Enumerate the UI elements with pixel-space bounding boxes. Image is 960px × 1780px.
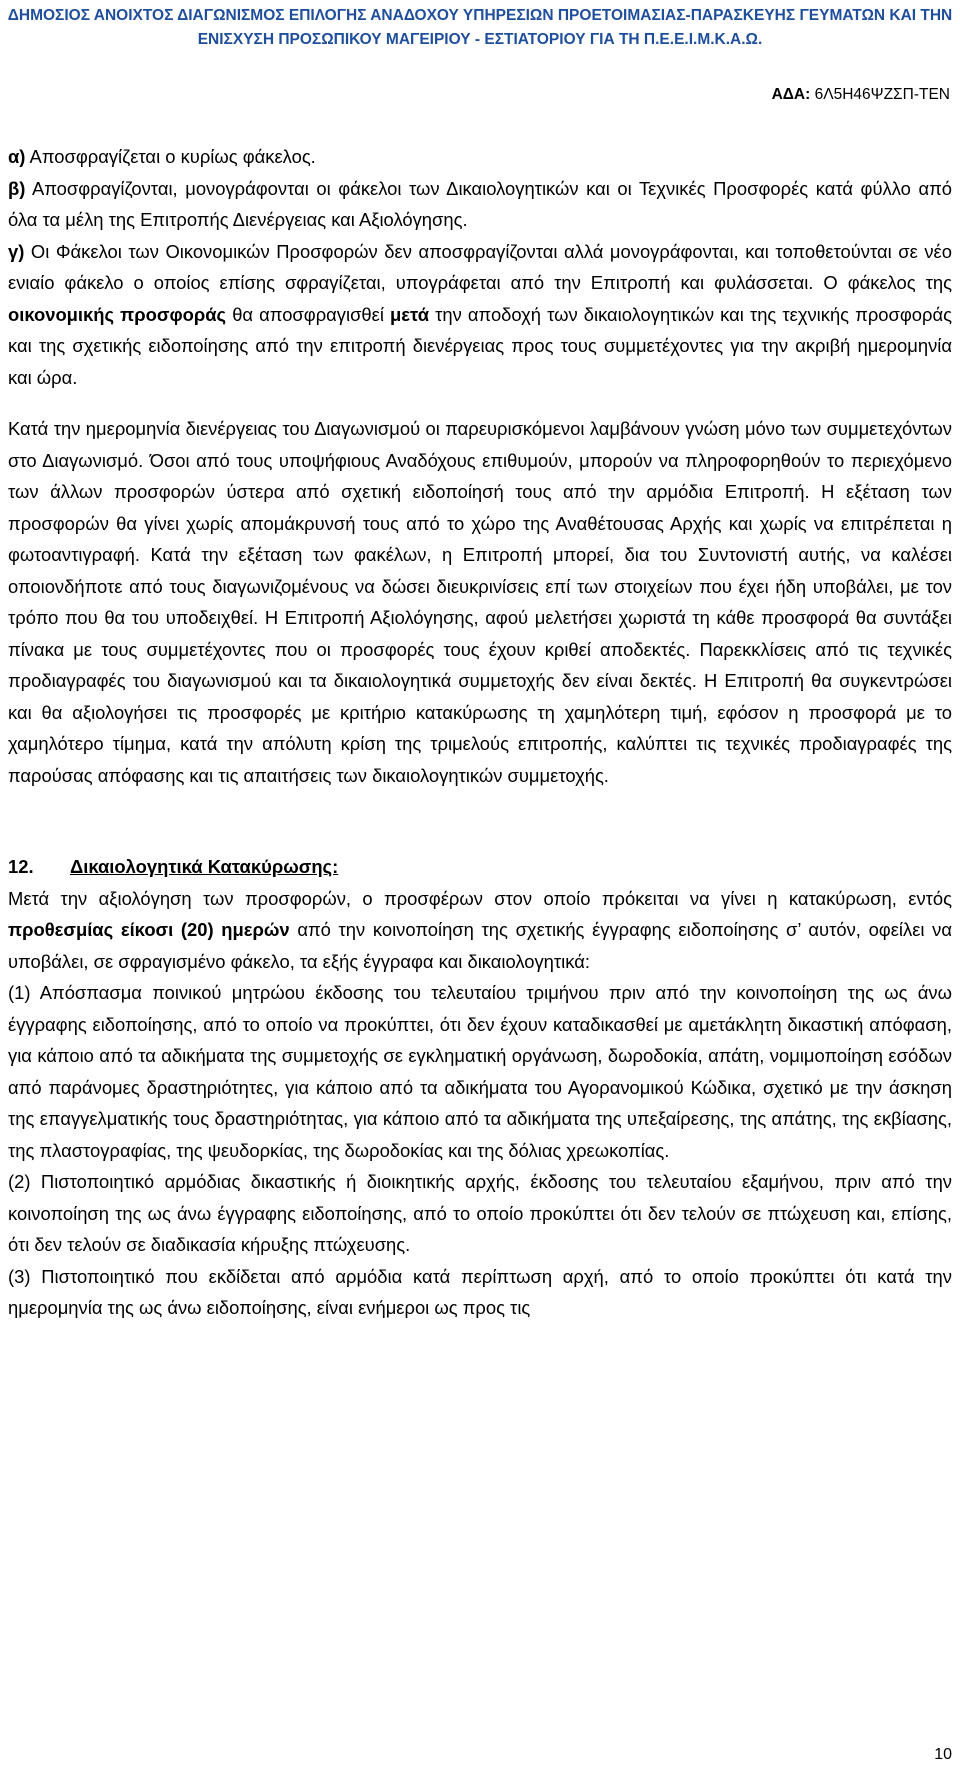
item-c-text-1: Οι Φάκελοι των Οικονομικών Προσφορών δεν αποσφραγίζονται αλλά μονογράφονται, και τοποθετούνται σε νέο ενιαίο φάκελο ο οποίος επίσης σφραγίζεται, υπογράφεται από την Επιτροπή και φυλάσσεται. Ο φάκελος της: [8, 240, 952, 293]
item-a-text: Αποσφραγίζεται ο κυρίως φάκελος.: [29, 146, 316, 167]
page-number: 10: [934, 1746, 952, 1763]
item-a: [8, 141, 952, 173]
ada-value: 6Λ5Η46ΨΖΣΠ-ΤΕΝ: [814, 86, 950, 103]
section-title: Δικαιολογητικά Κατακύρωσης:: [70, 856, 339, 877]
item-c-label: γ): [8, 240, 25, 262]
item-a-label: α): [8, 146, 26, 167]
item-c-text-2: θα αποσφραγισθεί: [232, 303, 384, 325]
spacer: [8, 393, 952, 413]
intro-text-1: Μετά την αξιολόγηση των προσφορών, ο προσφέρων στον οποίο πρόκειται να γίνει η κατακύρωση, εντός: [8, 887, 952, 909]
ada-code: [772, 86, 950, 104]
document-body: [8, 141, 952, 1324]
intro-text-2: από την κοινοποίηση της σχετικής έγγραφης ειδοποίησης σ’ αυτόν, οφείλει να υποβάλει, σε σφραγισμένο φάκελο, τα εξής έγγραφα και δικαιολογητικά:: [8, 919, 952, 972]
requirement-3: (3) Πιστοποιητικό που εκδίδεται από αρμόδια κατά περίπτωση αρχή, από το οποίο προκύπτει ότι κατά την ημερομηνία της ως άνω ειδοποίησης, είναι ενήμεροι ως προς τις: [8, 1265, 952, 1318]
item-b: [8, 173, 952, 236]
item-b-text: Αποσφραγίζονται, μονογράφονται οι φάκελοι των Δικαιολογητικών και οι Τεχνικές Προσφορές κατά φύλλο από όλα τα μέλη της Επιτροπής Διενέργειας και Αξιολόγησης.: [8, 177, 952, 230]
ada-label: ΑΔΑ:: [771, 86, 811, 103]
spacer: [8, 791, 952, 851]
item-c-bold-1: οικονομικής προσφοράς: [8, 303, 227, 325]
requirement-1: (1) Απόσπασμα ποινικού μητρώου έκδοσης του τελευταίου τριμήνου πριν από την κοινοποίηση της ως άνω έγγραφης ειδοποίησης, από το οποίο να προκύπτει, ότι δεν έχουν καταδικασθεί με αμετάκλητη δικαστική απόφαση, για κάποιο από τα αδικήματα της συμμετοχής σε εγκληματική οργάνωση, δωροδοκία, απάτη, νομιμοποίηση εσόδων από παράνομες δραστηριότητες, για κάποιο από τα αδικήματα του Αγορανομικού Κώδικα, σχετικό με την άσκηση της επαγγελματικής τους δραστηριότητας, για κάποιο από τα αδικήματα της υπεξαίρεσης, της απάτης, της εκβίασης, της πλαστογραφίας, της ψευδορκίας, της δωροδοκίας και της δόλιας χρεωκοπίας.: [8, 982, 952, 1161]
item-b-label: β): [8, 177, 26, 199]
item-c-bold-2: μετά: [390, 303, 430, 325]
section-12-intro: [8, 883, 952, 978]
document-header: [0, 4, 960, 52]
requirement-2: (2) Πιστοποιητικό αρμόδιας δικαστικής ή διοικητικής αρχής, έκδοσης του τελευταίου εξαμήνου, πριν από την κοινοποίηση της ως άνω έγγραφης ειδοποίησης, από το οποίο προκύπτει ότι δεν τελούν σε πτώχευση και, επίσης, ότι δεν τελούν σε διαδικασία κήρυξης πτώχευσης.: [8, 1171, 952, 1255]
header-title-line-1: ΔΗΜΟΣΙΟΣ ΑΝΟΙΧΤΟΣ ΔΙΑΓΩΝΙΣΜΟΣ ΕΠΙΛΟΓΗΣ ΑΝΑΔΟΧΟΥ ΥΠΗΡΕΣΙΩΝ ΠΡΟΕΤΟΙΜΑΣΙΑΣ-ΠΑΡΑΣΚΕΥΗΣ ΓΕΥΜΑΤΩΝ ΚΑΙ ΤΗΝ: [7, 7, 953, 24]
item-c: [8, 236, 952, 394]
section-number: 12.: [8, 856, 34, 877]
section-12-heading: [8, 851, 952, 883]
intro-deadline: προθεσμίας είκοσι (20) ημερών: [8, 919, 290, 940]
item-c-text-3: την αποδοχή των δικαιολογητικών και της τεχνικής προσφοράς και της σχετικής ειδοποίησης από την επιτροπή διενέργειας προς τους συμμετέχοντες για την ακριβή ημερομηνία και ώρα.: [8, 303, 952, 388]
main-paragraph: Κατά την ημερομηνία διενέργειας του Διαγωνισμού οι παρευρισκόμενοι λαμβάνουν γνώση μόνο των συμμετεχόντων στο Διαγωνισμό. Όσοι από τους υποψήφιους Αναδόχους επιθυμούν, μπορούν να πληροφορηθούν το περιεχόμενο των άλλων προσφορών ύστερα από σχετική ειδοποίησή τους από την αρμόδια Επιτροπή. Η εξέταση των προσφορών θα γίνει χωρίς απομάκρυνσή τους από το χώρο της Αναθέτουσας Αρχής και χωρίς να επιτρέπεται η φωτοαντιγραφή. Κατά την εξέταση των φακέλων, η Επιτροπή μπορεί, δια του Συντονιστή αυτής, να καλέσει οποιονδήποτε από τους διαγωνιζομένους να δώσει διευκρινίσεις επί των στοιχείων που έχει ήδη υποβάλει, με τον τρόπο που θα του υποδειχθεί. Η Επιτροπή Αξιολόγησης, αφού μελετήσει χωριστά τη κάθε προσφορά θα συντάξει πίνακα με τους συμμετέχοντες που οι προσφορές τους έχουν κριθεί αποδεκτές. Παρεκκλίσεις από τις τεχνικές προδιαγραφές του διαγωνισμού και τα δικαιολογητικά συμμετοχής δεν είναι δεκτές. Η Επιτροπή θα συγκεντρώσει και θα αξιολογήσει τις προσφορές με κριτήριο κατακύρωσης τη χαμηλότερη τιμή, εφόσον η προσφορά με το χαμηλότερο τίμημα, κατά την απόλυτη κρίση της τριμελούς επιτροπής, καλύπτει τις τεχνικές προδιαγραφές της παρούσας απόφασης και τις απαιτήσεις των δικαιολογητικών συμμετοχής.: [8, 418, 952, 786]
header-title-line-2: ΕΝΙΣΧΥΣΗ ΠΡΟΣΩΠΙΚΟΥ ΜΑΓΕΙΡΙΟΥ - ΕΣΤΙΑΤΟΡΙΟΥ ΓΙΑ ΤΗ Π.Ε.Ε.Ι.Μ.Κ.Α.Ω.: [197, 31, 763, 48]
